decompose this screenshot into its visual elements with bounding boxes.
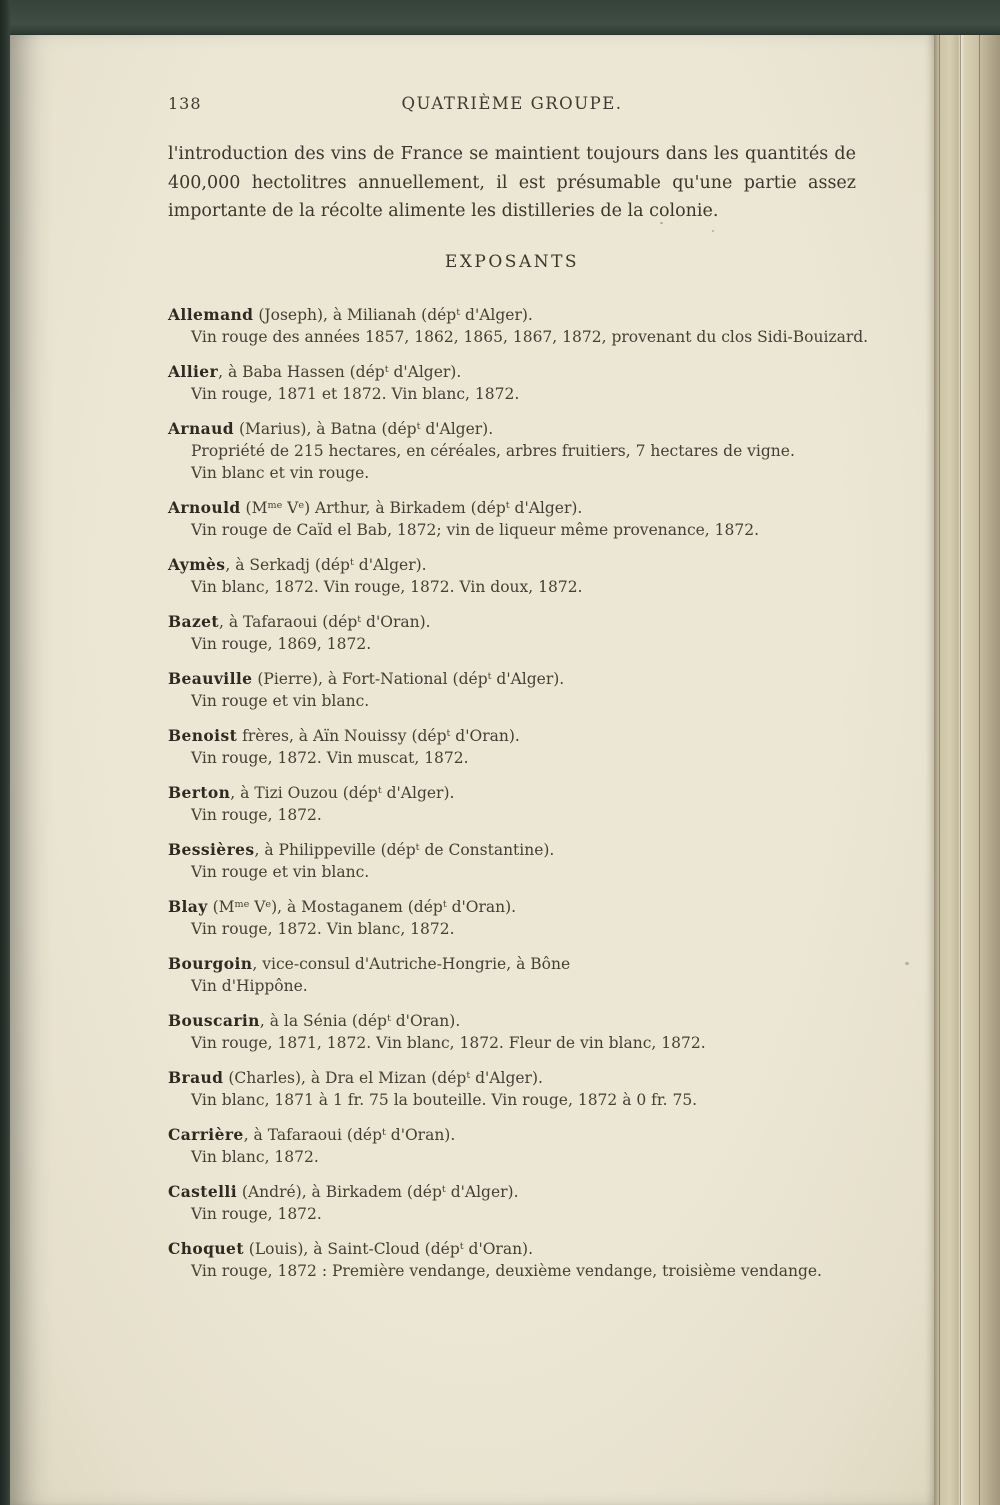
- exhibitor-detail-line: Vin blanc, 1871 à 1 fr. 75 la bouteille. Vin rouge, 1872 à 0 fr. 75.: [191, 1090, 698, 1109]
- exhibitor-heading: Bessières, à Philippeville (dép$^t$ de Constantine).: [168, 839, 555, 859]
- exhibitor-detail-line: Vin rouge des années 1857, 1862, 1865, 1867, 1872, provenant du clos Sidi-Bouizard.: [191, 327, 869, 346]
- intro-paragraph: l'introduction des vins de France se maintient toujours dans les quantités de 400,000 hectolitres annuellement, il est présumable qu'une partie assez importante de la récolte alimente les distilleries de la colonie.: [168, 144, 856, 221]
- exhibitor-name: Allier: [168, 361, 219, 381]
- exhibitor-name: Bourgoin: [168, 953, 253, 973]
- exhibitor-name: Braud: [168, 1067, 224, 1087]
- exhibitor-entry: [168, 497, 908, 541]
- exhibitor-entry: [168, 554, 908, 598]
- exhibitor-entry: [168, 782, 908, 826]
- exhibitor-detail-line: Propriété de 215 hectares, en céréales, arbres fruitiers, 7 hectares de vigne.: [191, 441, 795, 460]
- exhibitor-heading: Allemand (Joseph), à Milianah (dép$^t$ d'Alger).: [168, 304, 533, 324]
- exhibitor-heading: Aymès, à Serkadj (dép$^t$ d'Alger).: [168, 554, 427, 574]
- exhibitor-entry: [168, 611, 908, 655]
- exhibitor-heading: Braud (Charles), à Dra el Mizan (dép$^t$ d'Alger).: [168, 1067, 543, 1087]
- exhibitor-detail-line: Vin rouge, 1872. Vin muscat, 1872.: [191, 748, 469, 767]
- exhibitor-entry: [168, 1010, 908, 1054]
- exhibitor-name: Blay: [168, 896, 208, 916]
- exhibitor-name: Bazet: [168, 611, 219, 631]
- running-title: QUATRIÈME GROUPE.: [401, 94, 623, 113]
- exhibitor-name: Carrière: [168, 1124, 244, 1144]
- exhibitor-name: Choquet: [168, 1238, 244, 1258]
- exhibitor-heading: Arnould ($M^{me}$ Ve) Arthur, à Birkadem (dép$^t$ d'Alger).: [168, 497, 583, 517]
- exhibitor-entry: [168, 1067, 908, 1111]
- exhibitor-entry: [168, 1181, 908, 1225]
- exhibitor-detail-line: Vin rouge, 1872 : Première vendange, deuxième vendange, troisième vendange.: [191, 1261, 822, 1280]
- section-title: EXPOSANTS: [444, 251, 580, 272]
- exhibitor-heading: Berton, à Tizi Ouzou (dép$^t$ d'Alger).: [168, 782, 455, 802]
- exhibitor-entry: [168, 725, 908, 769]
- exhibitor-name: Bessières: [168, 839, 255, 859]
- exhibitor-name: Bouscarin: [168, 1010, 260, 1030]
- scan-speck: [660, 222, 663, 224]
- exhibitor-entry: [168, 839, 908, 883]
- exhibitor-name: Allemand: [168, 304, 254, 324]
- exhibitor-name: Castelli: [168, 1181, 237, 1201]
- exhibitor-detail-line: Vin d'Hippône.: [191, 976, 308, 995]
- page-edge-line: [960, 34, 961, 1505]
- exhibitor-heading: Blay ($M^{me}$ Ve), à Mostaganem (dép$^t$ d'Oran).: [168, 896, 517, 916]
- exhibitor-entry: [168, 361, 908, 405]
- exhibitor-detail-line: Vin rouge, 1872. Vin blanc, 1872.: [191, 919, 455, 938]
- scan-top-edge: [0, 0, 1000, 35]
- exhibitor-heading: Carrière, à Tafaraoui (dép$^t$ d'Oran).: [168, 1124, 456, 1144]
- exhibitor-entry: [168, 1238, 908, 1282]
- exhibitor-entry: [168, 896, 908, 940]
- exhibitor-detail-line: Vin blanc, 1872. Vin rouge, 1872. Vin doux, 1872.: [191, 577, 583, 596]
- exhibitor-heading: Choquet (Louis), à Saint-Cloud (dép$^t$ d'Oran).: [168, 1238, 534, 1258]
- exhibitor-heading: Castelli (André), à Birkadem (dép$^t$ d'Alger).: [168, 1181, 519, 1201]
- page-header: [168, 94, 856, 116]
- exhibitor-name: Berton: [168, 782, 231, 802]
- exhibitor-name: Arnaud: [168, 418, 235, 438]
- exhibitor-entry: [168, 668, 908, 712]
- scan-speck: [712, 230, 714, 232]
- exhibitor-entry: [168, 953, 908, 997]
- exhibitor-list: [168, 304, 908, 1282]
- exhibitor-name: Arnould: [168, 497, 241, 517]
- page-edge-line: [939, 34, 940, 1505]
- exhibitor-name: Beauville: [168, 668, 253, 688]
- exhibitor-heading: Bouscarin, à la Sénia (dép$^t$ d'Oran).: [168, 1010, 461, 1030]
- exhibitor-entry: [168, 304, 908, 348]
- page-number: 138: [168, 94, 202, 113]
- page-edge-line: [979, 34, 980, 1505]
- exhibitor-detail-line: Vin rouge et vin blanc.: [191, 691, 370, 710]
- exhibitor-heading: Bourgoin, vice-consul d'Autriche-Hongrie, à Bône: [168, 953, 571, 973]
- exhibitor-entry: [168, 418, 908, 484]
- exhibitor-detail-line: Vin rouge de Caïd el Bab, 1872; vin de liqueur même provenance, 1872.: [191, 520, 760, 539]
- exhibitor-entry: [168, 1124, 908, 1168]
- exhibitor-detail-line: Vin rouge et vin blanc.: [191, 862, 370, 881]
- exhibitor-detail-line: Vin rouge, 1872.: [191, 805, 322, 824]
- exhibitor-detail-line: Vin rouge, 1871, 1872. Vin blanc, 1872. Fleur de vin blanc, 1872.: [191, 1033, 706, 1052]
- exhibitor-detail-line: Vin blanc, 1872.: [191, 1147, 319, 1166]
- exhibitor-detail-line: Vin rouge, 1872.: [191, 1204, 322, 1223]
- exhibitor-heading: Arnaud (Marius), à Batna (dép$^t$ d'Alger).: [168, 418, 494, 438]
- exhibitor-heading: Bazet, à Tafaraoui (dép$^t$ d'Oran).: [168, 611, 431, 631]
- page-stack-edge: [934, 34, 1000, 1505]
- exhibitor-heading: Beauville (Pierre), à Fort-National (dép$^t$ d'Alger).: [168, 668, 565, 688]
- exhibitor-heading: Benoist frères, à Aïn Nouissy (dép$^t$ d'Oran).: [168, 725, 520, 745]
- exhibitor-detail-line: Vin rouge, 1869, 1872.: [191, 634, 372, 653]
- book-binding-edge: [0, 0, 10, 1505]
- exhibitor-heading: Allier, à Baba Hassen (dép$^t$ d'Alger).: [168, 361, 462, 381]
- exhibitor-detail-line: Vin rouge, 1871 et 1872. Vin blanc, 1872.: [191, 384, 520, 403]
- page-content: [168, 94, 908, 1295]
- scan-speck: [905, 962, 909, 965]
- exhibitor-name: Aymès: [168, 554, 226, 574]
- exhibitor-detail-line: Vin blanc et vin rouge.: [191, 463, 370, 482]
- exhibitor-name: Benoist: [168, 725, 238, 745]
